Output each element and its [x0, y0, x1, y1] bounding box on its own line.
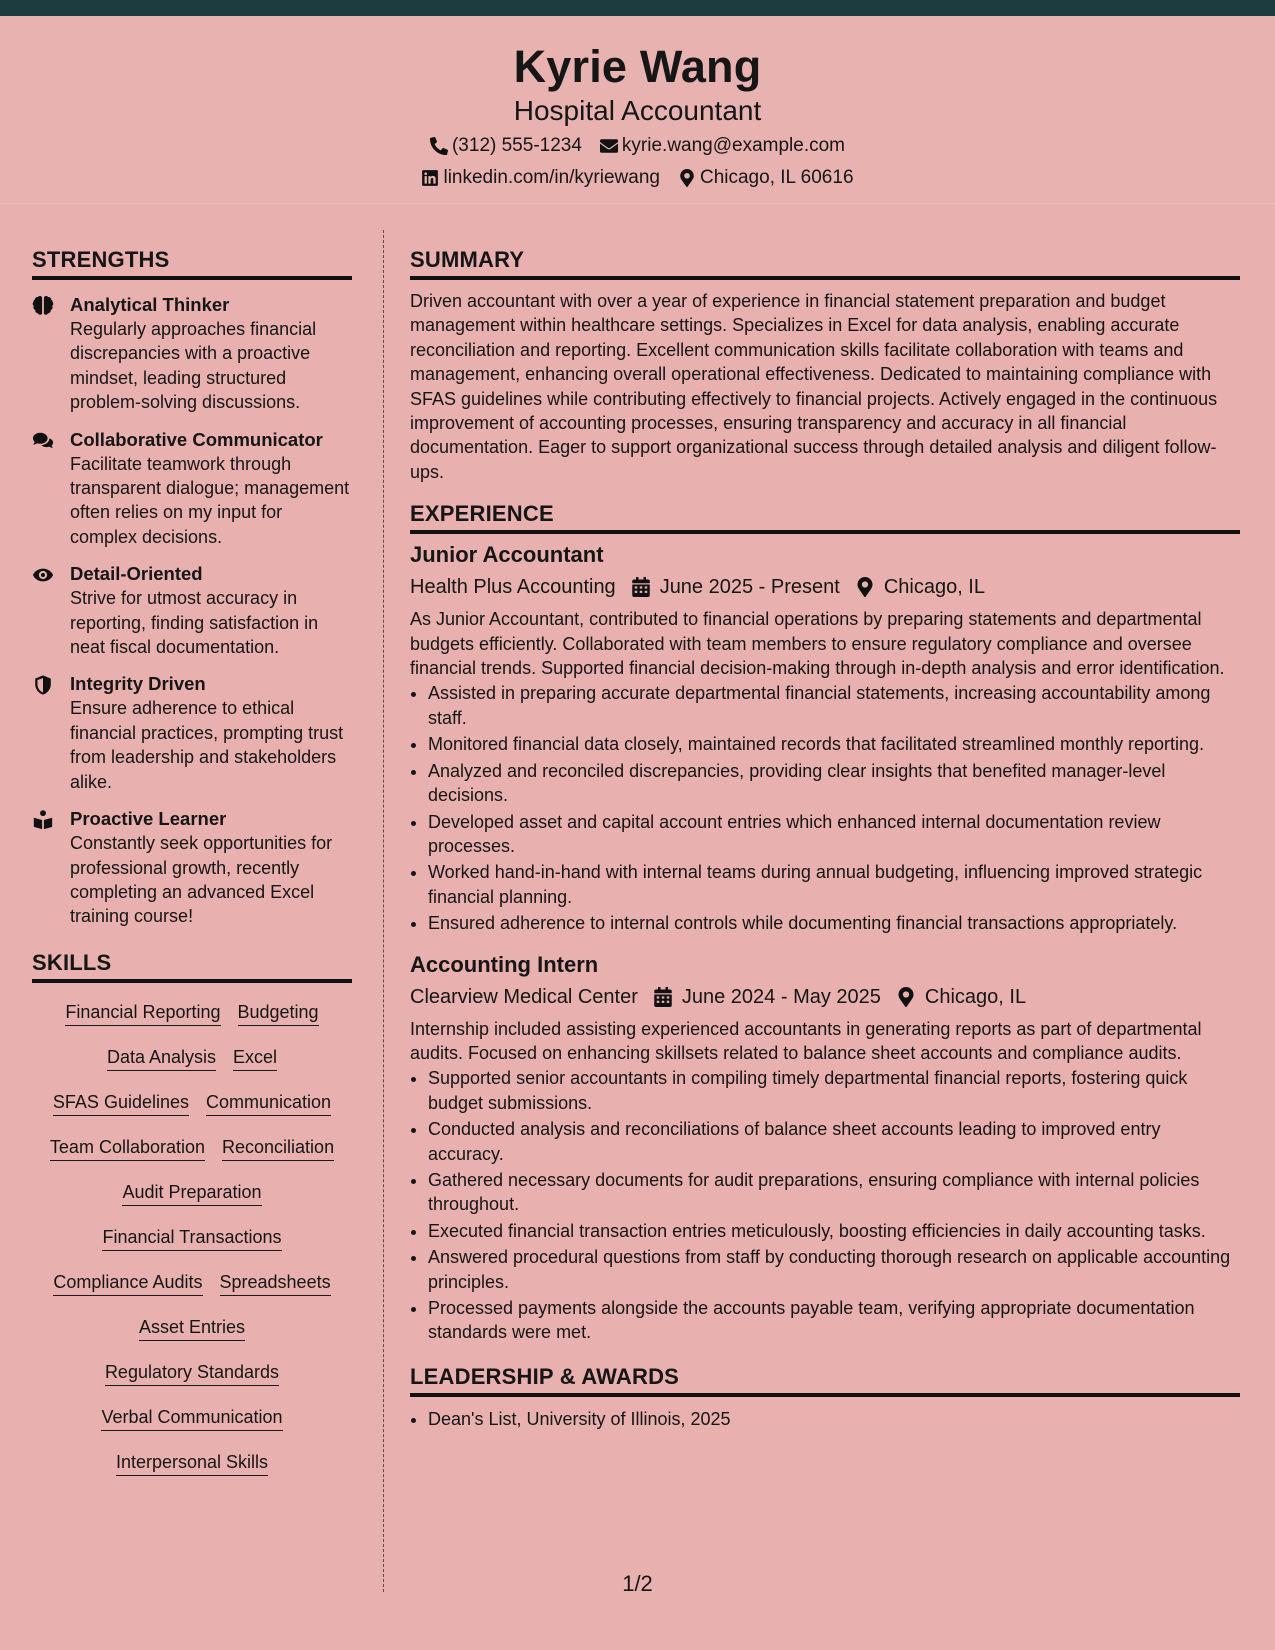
skill-row [32, 1306, 352, 1351]
experience-heading: EXPERIENCE [410, 500, 1240, 534]
linkedin-contact[interactable] [421, 166, 660, 190]
phone-icon [430, 137, 448, 155]
contact-row [0, 134, 1275, 158]
skill-tag: Team Collaboration [50, 1136, 205, 1161]
summary-heading: SUMMARY [410, 246, 1240, 280]
resume-header [0, 16, 1275, 204]
job-meta [410, 982, 1240, 1012]
skill-tag: Audit Preparation [122, 1181, 261, 1206]
comments-icon [32, 430, 54, 452]
list-item: • Processed payments alongside the accounts payable team, verifying appropriate documentation standards were met. [428, 1296, 1240, 1345]
job-dates: June 2024 - May 2025 [681, 985, 881, 1008]
column-divider [383, 230, 384, 1592]
book-reader-icon [32, 809, 54, 831]
right-column [410, 246, 1240, 1431]
strength-desc: Facilitate teamwork through transparent dialogue; management often relies on my input for complex decisions. [70, 453, 350, 547]
linkedin-text: linkedin.com/in/kyriewang [443, 167, 660, 188]
eye-icon [32, 564, 54, 586]
strength-item [32, 672, 352, 794]
location-text: Chicago, IL 60616 [699, 167, 854, 188]
phone-contact [430, 134, 582, 158]
job-title: Accounting Intern [410, 951, 599, 977]
map-marker-icon [896, 987, 916, 1007]
skill-row [32, 1171, 352, 1216]
job-company: Health Plus Accounting [410, 576, 616, 599]
job-dates: June 2025 - Present [659, 576, 840, 599]
strength-name: Collaborative Communicator [70, 428, 323, 450]
skills-list [32, 991, 352, 1486]
list-item: • Supported senior accountants in compiling timely departmental financial reports, fostering quick budget submissions. [428, 1066, 1240, 1115]
job-entry [410, 950, 1240, 1345]
list-item: • Assisted in preparing accurate departmental financial statements, increasing accountability among staff. [428, 681, 1240, 730]
job-description: Internship included assisting experienced accountants in generating reports as part of departmental audits. Focused on enhancing skillsets related to balance sheet accounts and compliance audits. [410, 1018, 1202, 1063]
strength-item [32, 807, 352, 929]
calendar-icon [631, 577, 651, 597]
list-item: • Monitored financial data closely, maintained records that facilitated streamlined monthly reporting. [428, 732, 1240, 756]
list-item: • Analyzed and reconciled discrepancies, providing clear insights that benefited manager-level decisions. [428, 759, 1240, 808]
strengths-heading: STRENGTHS [32, 246, 352, 280]
job-meta [410, 572, 1240, 602]
summary-text: Driven accountant with over a year of experience in financial statement preparation and budget management within healthcare settings. Specializes in Excel for data analysis, enabling accurate reconciliation and reporting. Excellent communication skills facilitate collaboration with teams and management, enhancing overall operational effectiveness. Dedicated to maintaining compliance with SFAS guidelines while contributing effectively to financial projects. Actively engaged in the continuous improvement of accounting processes, ensuring transparency and accuracy in all financial documentation. Eager to support organizational success through detailed analysis and diligent follow-ups. [410, 291, 1218, 482]
leadership-heading: LEADERSHIP & AWARDS [410, 1363, 1240, 1397]
leadership-list [410, 1407, 1240, 1431]
map-marker-icon [678, 169, 696, 187]
skill-row [32, 1036, 352, 1081]
location-contact [678, 166, 854, 190]
candidate-title: Hospital Accountant [513, 95, 762, 126]
skill-row [32, 1261, 352, 1306]
skill-row [32, 1396, 352, 1441]
job-description: As Junior Accountant, contributed to financial operations by preparing statements and departmental budgets efficiently. Collaborated with team members to ensure regulatory compliance and oversee financial trends. Supported financial decision-making through in-depth analysis and error identification. [410, 609, 1225, 679]
strength-item [32, 428, 352, 550]
shield-icon [32, 674, 54, 696]
strength-item [32, 562, 352, 659]
contact-row [0, 166, 1275, 190]
skill-tag: Communication [206, 1091, 331, 1116]
strength-name: Integrity Driven [70, 673, 206, 695]
email-contact[interactable] [600, 134, 845, 158]
skill-tag: Compliance Audits [53, 1271, 202, 1296]
skill-row [32, 991, 352, 1036]
skill-tag: Spreadsheets [220, 1271, 331, 1296]
top-accent-bar [0, 0, 1275, 16]
skill-tag: SFAS Guidelines [53, 1091, 189, 1116]
skill-tag: Financial Transactions [102, 1226, 281, 1251]
strength-desc: Strive for utmost accuracy in reporting, finding satisfaction in neat fiscal documentation. [70, 588, 319, 658]
list-item: • Executed financial transaction entries meticulously, boosting efficiencies in daily accounting tasks. [428, 1219, 1240, 1243]
skill-row [32, 1441, 352, 1486]
skill-tag: Regulatory Standards [105, 1361, 279, 1386]
skill-tag: Asset Entries [139, 1316, 245, 1341]
strength-desc: Ensure adherence to ethical financial practices, prompting trust from leadership and stakeholders alike. [70, 698, 344, 792]
strength-desc: Constantly seek opportunities for professional growth, recently completing an advanced Excel training course! [70, 833, 333, 927]
job-title: Junior Accountant [410, 542, 604, 568]
skill-tag: Interpersonal Skills [116, 1451, 268, 1476]
list-item: • Developed asset and capital account entries which enhanced internal documentation review processes. [428, 810, 1240, 859]
list-item: • Worked hand-in-hand with internal teams during annual budgeting, influencing improved strategic financial planning. [428, 860, 1240, 909]
skill-row [32, 1081, 352, 1126]
skill-tag: Financial Reporting [65, 1001, 220, 1026]
strength-item [32, 293, 352, 415]
skill-tag: Excel [233, 1046, 277, 1071]
job-bullets [410, 681, 1240, 935]
list-item: • Dean's List, University of Illinois, 2025 [428, 1407, 1240, 1431]
calendar-icon [653, 987, 673, 1007]
left-column [32, 246, 352, 1486]
job-bullets [410, 1066, 1240, 1344]
skill-tag: Verbal Communication [101, 1406, 282, 1431]
strength-name: Detail-Oriented [70, 563, 203, 585]
email-text: kyrie.wang@example.com [621, 135, 846, 156]
strength-name: Proactive Learner [70, 808, 227, 830]
skill-row [32, 1216, 352, 1261]
strength-desc: Regularly approaches financial discrepancies with a proactive mindset, leading structured problem-solving discussions. [70, 319, 317, 413]
job-location: Chicago, IL [924, 985, 1027, 1008]
skill-tag: Data Analysis [107, 1046, 216, 1071]
skill-tag: Reconciliation [222, 1136, 334, 1161]
list-item: • Ensured adherence to internal controls while documenting financial transactions appropriately. [428, 911, 1240, 935]
list-item: • Answered procedural questions from staff by conducting thorough research on applicable accounting principles. [428, 1245, 1240, 1294]
list-item: • Gathered necessary documents for audit preparations, ensuring compliance with internal policies throughout. [428, 1168, 1240, 1217]
list-item: • Conducted analysis and reconciliations of balance sheet accounts leading to improved entry accuracy. [428, 1117, 1240, 1166]
strength-name: Analytical Thinker [70, 294, 230, 315]
job-entry [410, 540, 1240, 935]
skill-row [32, 1351, 352, 1396]
skills-heading: SKILLS [32, 949, 352, 983]
job-company: Clearview Medical Center [410, 985, 638, 1008]
job-location: Chicago, IL [883, 576, 985, 599]
linkedin-icon [421, 169, 439, 187]
phone-text: (312) 555-1234 [451, 135, 582, 156]
brain-icon [32, 295, 54, 317]
skill-row [32, 1126, 352, 1171]
envelope-icon [600, 137, 618, 155]
candidate-name: Kyrie Wang [513, 41, 762, 92]
page-number: 1/2 [622, 1571, 653, 1596]
map-marker-icon [855, 577, 875, 597]
skill-tag: Budgeting [238, 1001, 319, 1026]
